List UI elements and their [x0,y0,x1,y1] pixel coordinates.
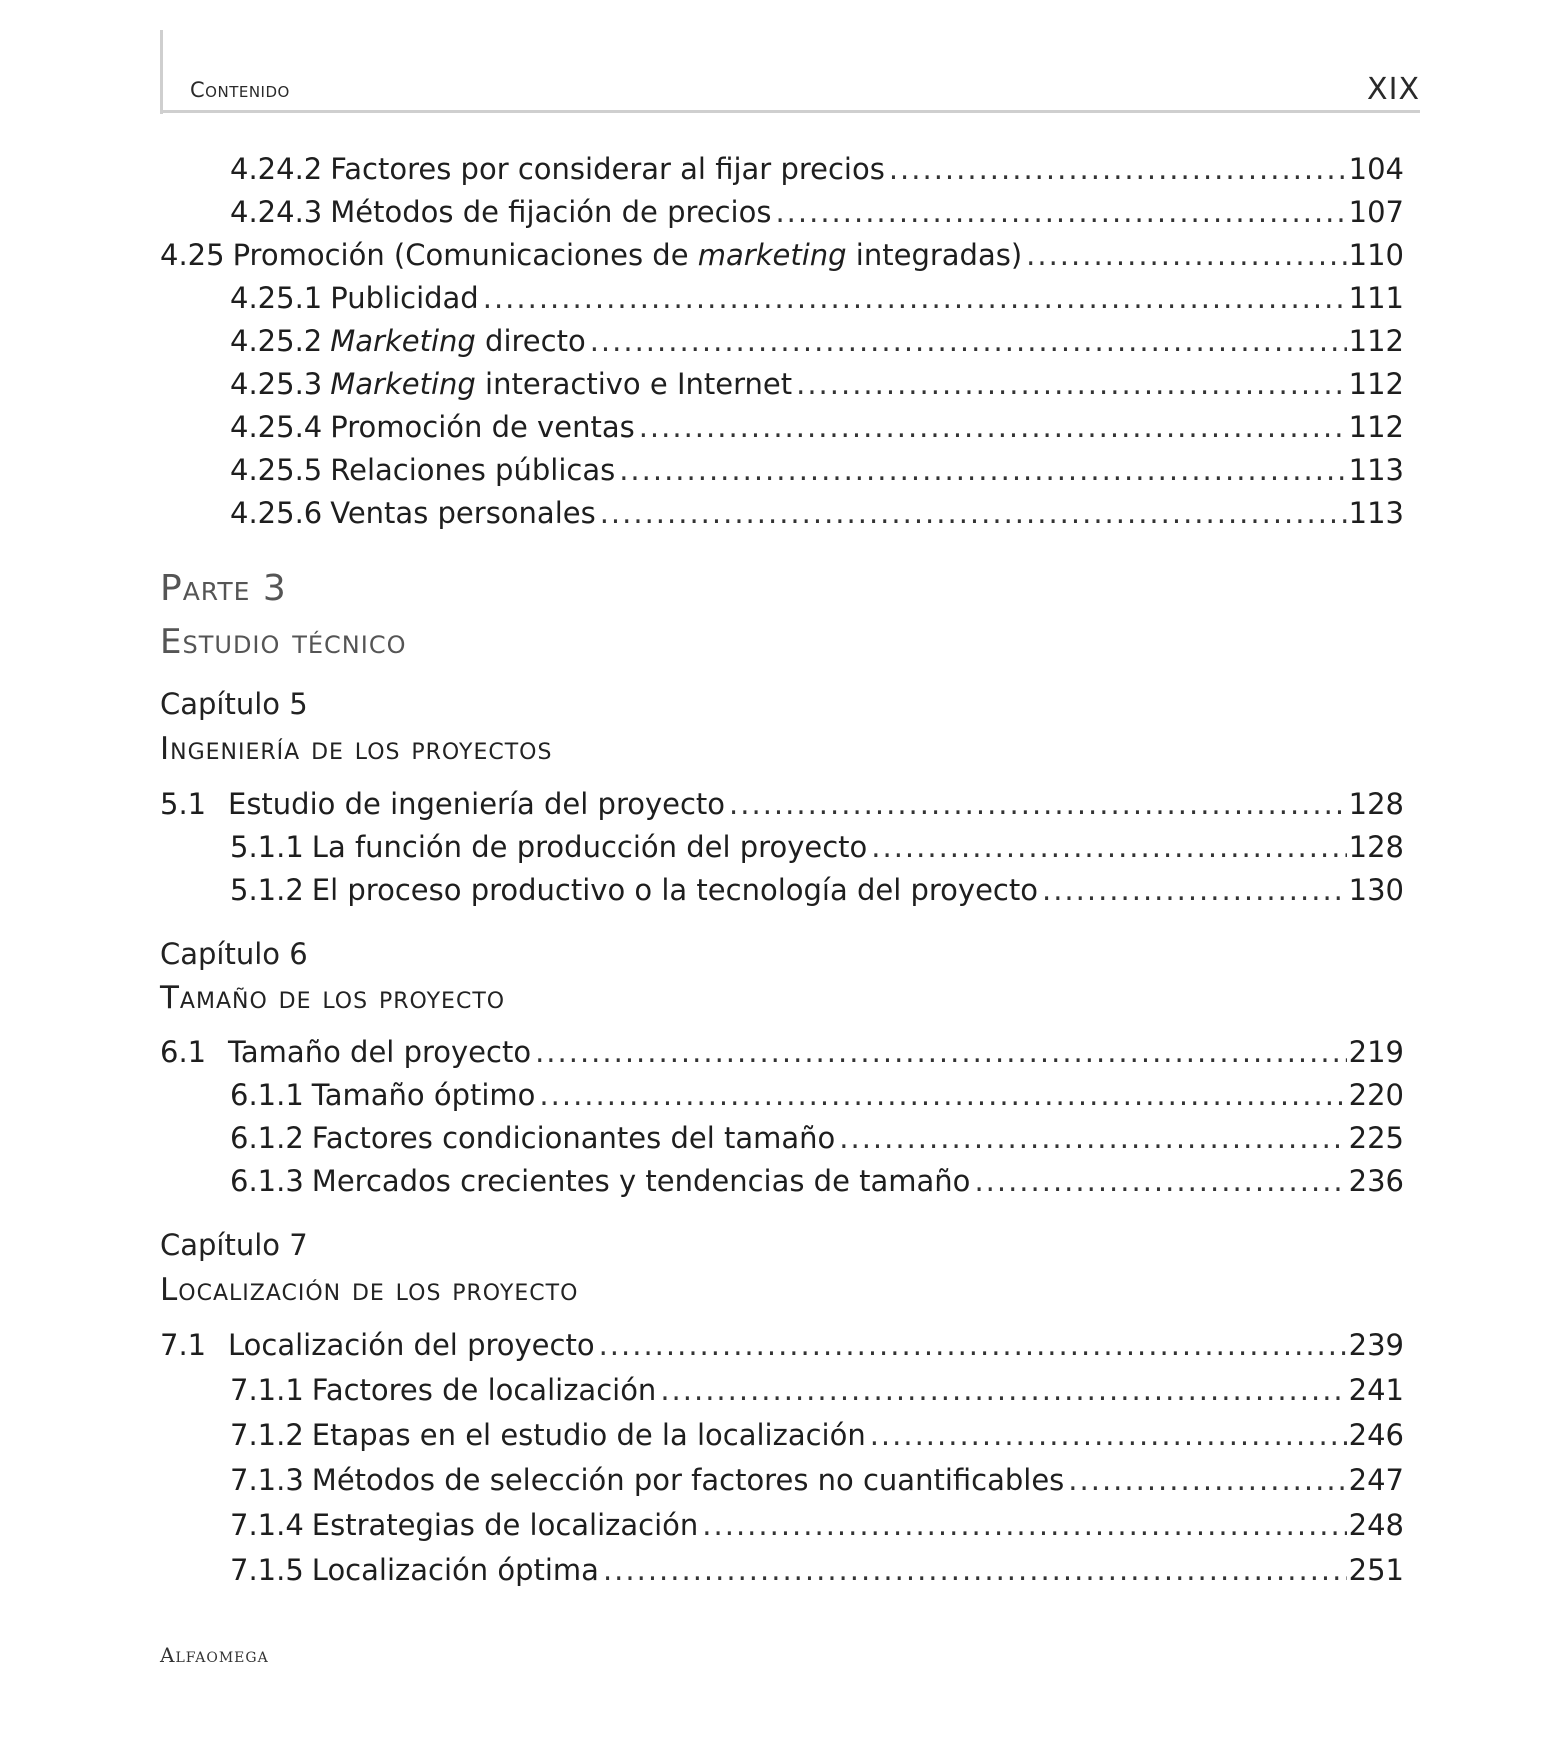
toc-entry-page: 128 [1348,830,1404,864]
dot-leader [974,1164,1346,1198]
dot-leader [1026,238,1346,272]
toc-entry-number: 7.1.1 [230,1373,304,1407]
dot-leader [535,1035,1347,1069]
toc-entry-title: Métodos de fijación de precios [330,195,772,229]
toc-entry-title: Tamaño óptimo [311,1078,536,1112]
toc-entry-number: 5.1 [160,787,207,821]
header-vertical-rule [160,30,163,114]
toc-entry[interactable] [0,1121,1549,1161]
toc-entry[interactable] [0,1463,1549,1503]
toc-entry-number: 7.1.3 [230,1463,304,1497]
toc-entry-page: 112 [1348,367,1404,401]
dot-leader [1068,1463,1346,1497]
toc-entry-title: Estrategias de localización [311,1508,699,1542]
toc-entry-title: Factores de localización [311,1373,657,1407]
dot-leader [729,787,1347,821]
toc-entry-number: 4.24.2 [230,152,323,186]
toc-entry-number: 6.1.3 [230,1164,304,1198]
dot-leader [590,324,1347,358]
chapter-label: Capítulo 7 [160,1228,308,1262]
toc-entry-title: Marketing interactivo e Internet [330,367,793,401]
toc-entry-number: 4.25.2 [230,324,323,358]
dot-leader [775,195,1346,229]
toc-entry-title: Tamaño del proyecto [228,1035,532,1069]
toc-entry-title: Publicidad [330,281,479,315]
dot-leader [889,152,1347,186]
toc-entry-number: 4.25.5 [230,453,323,487]
toc-entry[interactable] [0,496,1549,536]
toc-entry[interactable] [0,410,1549,450]
toc-entry-page: 248 [1348,1508,1404,1542]
toc-entry-number: 5.1.2 [230,873,304,907]
toc-entry-page: 246 [1348,1418,1404,1452]
toc-entry-page: 247 [1348,1463,1404,1497]
footer-publisher: Alfaomega [160,1643,269,1667]
toc-entry-page: 110 [1348,238,1404,272]
toc-entry-page: 113 [1348,453,1404,487]
toc-entry-page: 130 [1348,873,1404,907]
toc-entry[interactable] [0,195,1549,235]
toc-entry-title: Factores por considerar al fijar precios [330,152,885,186]
toc-entry[interactable] [0,1078,1549,1118]
toc-entry-number: 7.1.4 [230,1508,304,1542]
toc-entry[interactable] [0,1553,1549,1593]
toc-entry[interactable] [0,1328,1549,1368]
toc-entry-number: 4.24.3 [230,195,323,229]
toc-entry-title: Promoción (Comunicaciones de marketing integradas) [232,238,1023,272]
toc-entry-number: 4.25 [160,238,225,272]
toc-entry-page: 239 [1348,1328,1404,1362]
toc-entry-page: 225 [1348,1121,1404,1155]
dot-leader [660,1373,1346,1407]
toc-entry[interactable] [0,324,1549,364]
toc-entry-number: 4.25.3 [230,367,323,401]
toc-entry-title: Mercados crecientes y tendencias de tamaño [311,1164,971,1198]
toc-entry-title: Factores condicionantes del tamaño [311,1121,836,1155]
dot-leader [619,453,1346,487]
toc-entry[interactable] [0,1373,1549,1413]
dot-leader [870,1418,1347,1452]
dot-leader [871,830,1346,864]
chapter-title: Ingeniería de los proyectos [160,731,553,767]
toc-entry-page: 107 [1348,195,1404,229]
toc-entry-title: La función de producción del proyecto [311,830,868,864]
toc-entry-number: 6.1 [160,1035,207,1069]
dot-leader [539,1078,1346,1112]
toc-entry-number: 7.1 [160,1328,207,1362]
toc-entry-number: 4.25.1 [230,281,323,315]
toc-entry-title: Localización del proyecto [228,1328,595,1362]
toc-entry-page: 220 [1348,1078,1404,1112]
header-rule [160,110,1420,113]
part-title: Estudio técnico [160,622,407,662]
chapter-label: Capítulo 5 [160,687,308,721]
toc-entry-number: 4.25.6 [230,496,323,530]
toc-entry[interactable] [0,787,1549,827]
toc-entry-title: Estudio de ingeniería del proyecto [228,787,726,821]
chapter-title: Localización de los proyecto [160,1272,579,1308]
toc-entry-title: Marketing directo [330,324,586,358]
dot-leader [483,281,1347,315]
toc-entry[interactable] [0,1164,1549,1204]
part-label: Parte 3 [160,568,287,609]
toc-entry-page: 113 [1348,496,1404,530]
running-header-page-number: XIX [1367,72,1420,107]
dot-leader [796,367,1347,401]
toc-entry-title: Ventas personales [330,496,596,530]
chapter-label: Capítulo 6 [160,937,308,971]
toc-entry[interactable] [0,281,1549,321]
toc-entry[interactable] [0,1418,1549,1458]
toc-entry[interactable] [0,367,1549,407]
toc-entry-page: 241 [1348,1373,1404,1407]
toc-entry[interactable] [0,873,1549,913]
toc-entry[interactable] [0,453,1549,493]
toc-entry-title: El proceso productivo o la tecnología del proyecto [311,873,1038,907]
dot-leader [603,1553,1347,1587]
toc-entry-number: 6.1.2 [230,1121,304,1155]
chapter-title: Tamaño de los proyecto [160,980,506,1016]
toc-entry[interactable] [0,830,1549,870]
running-header-section: Contenido [190,78,290,102]
toc-entry[interactable] [0,238,1549,278]
toc-entry-number: 5.1.1 [230,830,304,864]
dot-leader [1042,873,1347,907]
toc-entry-page: 112 [1348,324,1404,358]
toc-entry[interactable] [0,1508,1549,1548]
toc-entry-number: 7.1.5 [230,1553,304,1587]
toc-entry-page: 112 [1348,410,1404,444]
toc-entry-number: 4.25.4 [230,410,323,444]
toc-entry-page: 251 [1348,1553,1404,1587]
toc-entry[interactable] [0,1035,1549,1075]
toc-entry-page: 111 [1348,281,1404,315]
toc-entry-page: 128 [1348,787,1404,821]
toc-entry-title: Promoción de ventas [330,410,635,444]
dot-leader [600,496,1347,530]
dot-leader [639,410,1347,444]
toc-entry-title: Métodos de selección por factores no cuantificables [311,1463,1065,1497]
toc-entry-page: 219 [1348,1035,1404,1069]
dot-leader [702,1508,1346,1542]
toc-entry[interactable] [0,152,1549,192]
toc-entry-title: Etapas en el estudio de la localización [311,1418,866,1452]
dot-leader [599,1328,1347,1362]
toc-entry-page: 236 [1348,1164,1404,1198]
toc-entry-title: Relaciones públicas [330,453,616,487]
toc-entry-number: 7.1.2 [230,1418,304,1452]
toc-entry-title: Localización óptima [311,1553,599,1587]
toc-entry-page: 104 [1348,152,1404,186]
toc-entry-number: 6.1.1 [230,1078,304,1112]
dot-leader [839,1121,1346,1155]
